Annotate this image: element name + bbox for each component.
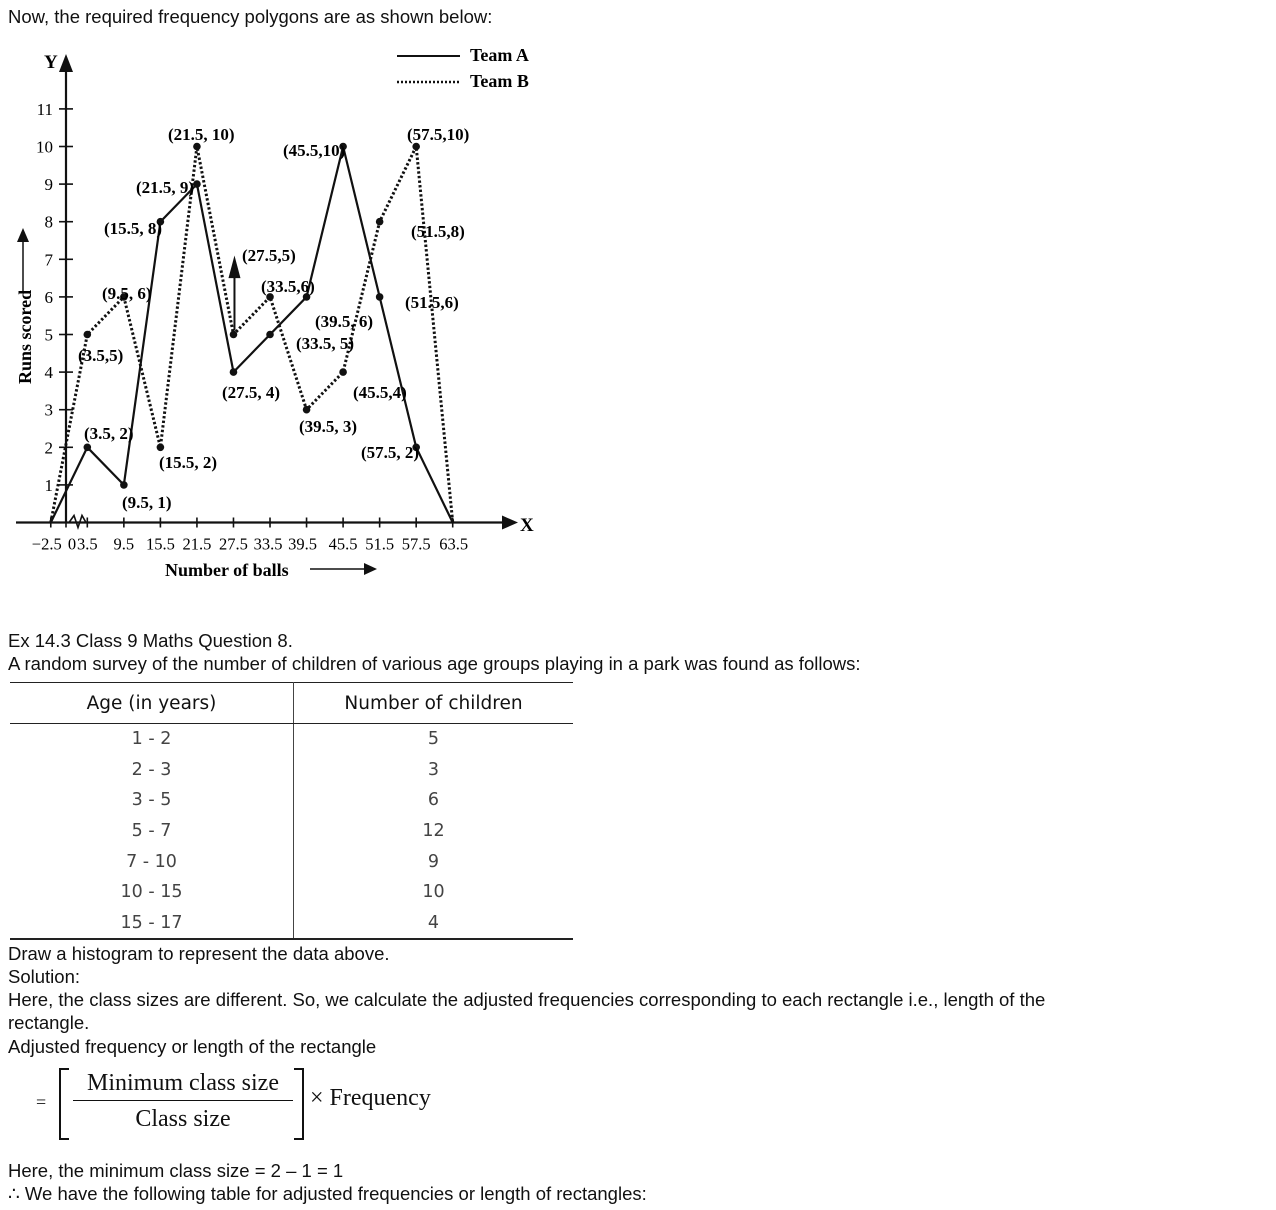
count-cell: 9 — [427, 851, 440, 872]
point-annotation: (57.5,10) — [407, 125, 470, 144]
point-annotation: (45.5,4) — [353, 383, 407, 402]
y-tick-label: 1 — [44, 475, 53, 495]
question-body: A random survey of the number of children of various age groups playing in a park was found as follows: — [8, 653, 861, 674]
x-tick-label: 0 — [67, 534, 77, 554]
x-tick-label: 39.5 — [288, 534, 317, 554]
point-annotation: (51.5,6) — [405, 293, 459, 312]
table-row — [10, 846, 573, 877]
point-annotation: (3.5, 2) — [84, 424, 134, 443]
legend-team-b-label: Team B — [470, 71, 529, 91]
point-annotation: (33.5,6) — [261, 277, 315, 296]
x-axis-title: Number of balls — [165, 560, 289, 580]
count-cell: 12 — [422, 821, 445, 842]
minimum-class-size-text: Here, the minimum class size = 2 – 1 = 1 — [8, 1160, 344, 1181]
table-row — [10, 785, 573, 816]
times-frequency: × Frequency — [310, 1085, 431, 1111]
chart-legend — [397, 45, 529, 91]
age-cell: 1 - 2 — [10, 724, 294, 755]
solution-paragraph-continued: rectangle. — [8, 1012, 90, 1033]
x-tick-label: 33.5 — [253, 534, 283, 554]
draw-instruction: Draw a histogram to represent the data above. — [8, 943, 390, 964]
team-a-point — [376, 293, 384, 301]
team-b-point — [339, 368, 347, 376]
point-annotation: (27.5,5) — [242, 246, 296, 265]
point-annotation: (33.5, 5) — [296, 334, 355, 353]
adjusted-frequency-label: Adjusted frequency or length of the rectangle — [8, 1036, 377, 1057]
header-age: Age (in years) — [10, 683, 294, 724]
point-annotation: (9.5, 1) — [122, 493, 172, 512]
team-a-point — [120, 481, 128, 489]
intro-text: Now, the required frequency polygons are as shown below: — [8, 6, 493, 27]
adjusted-frequency-formula — [36, 1066, 456, 1140]
x-tick-label: 63.5 — [439, 534, 469, 554]
count-cell: 6 — [427, 790, 440, 811]
point-annotation: (39.5, 6) — [315, 312, 374, 331]
therefore-text: ∴ We have the following table for adjusted frequencies or length of rectangles: — [8, 1183, 647, 1204]
x-axis-arrow — [502, 516, 518, 530]
y-axis-title: Runs scored — [15, 289, 35, 384]
fraction-denominator: Class size — [135, 1106, 231, 1132]
count-cell: 3 — [427, 759, 440, 780]
y-title-arrow-head — [17, 228, 29, 242]
point-annotation: (57.5, 2) — [361, 443, 420, 462]
age-cell: 7 - 10 — [10, 846, 294, 877]
team-a-point — [266, 331, 274, 339]
y-tick-label: 7 — [44, 250, 53, 270]
point-annotation: (45.5,10) — [283, 141, 346, 160]
age-table — [10, 682, 573, 940]
table-row — [10, 816, 573, 847]
x-tick-label: 45.5 — [328, 534, 358, 554]
team-a-polygon — [51, 147, 453, 523]
x-tick-label: 21.5 — [182, 534, 212, 554]
team-b-point — [303, 406, 311, 414]
x-tick-label: 27.5 — [219, 534, 248, 554]
table-row — [10, 908, 573, 940]
fraction — [71, 1069, 295, 1133]
team-b-polygon — [51, 147, 453, 523]
point-annotation: (3.5,5) — [78, 346, 124, 365]
point-annotation: (21.5, 9) — [136, 178, 195, 197]
team-a-point — [84, 444, 92, 452]
age-cell: 5 - 7 — [10, 816, 294, 847]
y-tick-label: 2 — [44, 438, 53, 458]
y-tick-label: 10 — [36, 137, 53, 157]
x-tick-label: 15.5 — [145, 534, 175, 554]
chart-annotations — [78, 125, 469, 512]
right-bracket — [294, 1068, 304, 1140]
count-cell: 4 — [294, 908, 574, 940]
legend-team-a-label: Team A — [470, 45, 529, 65]
y-tick-label: 4 — [44, 363, 53, 383]
y-tick-label: 5 — [44, 325, 53, 345]
x-tick-label: 9.5 — [113, 534, 135, 554]
y-axis-letter: Y — [44, 52, 58, 73]
table-header-row — [10, 683, 573, 724]
count-cell: 5 — [427, 729, 440, 750]
age-cell: 3 - 5 — [10, 785, 294, 816]
point-annotation: (15.5, 2) — [159, 453, 218, 472]
x-tick-label: 51.5 — [365, 534, 395, 554]
fraction-numerator: Minimum class size — [87, 1070, 279, 1096]
x-tick-label: −2.5 — [31, 534, 62, 554]
frequency-polygon-chart — [8, 38, 548, 588]
age-cell: 15 - 17 — [10, 908, 294, 940]
x-tick-label: 3.5 — [77, 534, 98, 554]
age-cell: 10 - 15 — [10, 877, 294, 908]
point-annotation: (39.5, 3) — [299, 417, 358, 436]
team-b-point — [376, 218, 384, 226]
y-tick-label: 6 — [44, 287, 53, 307]
table-row — [10, 724, 573, 755]
y-tick-label: 11 — [36, 99, 53, 119]
team-b-point — [230, 331, 238, 339]
annotation-arrow-head — [228, 256, 240, 279]
point-annotation: (21.5, 10) — [168, 125, 235, 144]
table-row — [10, 877, 573, 908]
team-a-point — [230, 368, 238, 376]
header-children: Number of children — [294, 683, 574, 724]
question-title: Ex 14.3 Class 9 Maths Question 8. — [8, 630, 293, 651]
point-annotation: (9.5, 6) — [102, 284, 152, 303]
chart-polygons — [51, 147, 453, 523]
team-b-point — [84, 331, 92, 339]
team-b-point — [157, 444, 165, 452]
point-annotation: (27.5, 4) — [222, 383, 281, 402]
point-annotation: (51.5,8) — [411, 222, 465, 241]
x-axis-letter: X — [520, 515, 534, 536]
age-cell: 2 - 3 — [10, 755, 294, 786]
y-tick-label: 8 — [44, 212, 53, 232]
x-title-arrow-head — [364, 563, 377, 575]
count-cell: 10 — [422, 882, 445, 903]
solution-label: Solution: — [8, 966, 80, 987]
team-a-point — [193, 180, 201, 188]
y-tick-label: 3 — [44, 400, 53, 420]
left-bracket — [59, 1068, 69, 1140]
table-row — [10, 755, 573, 786]
solution-paragraph: Here, the class sizes are different. So, we calculate the adjusted frequencies corresponding to each rectangle i.e., length of the — [8, 989, 1046, 1010]
y-axis-arrow — [59, 54, 73, 72]
y-tick-label: 9 — [44, 175, 53, 195]
equals-sign: = — [36, 1092, 47, 1112]
fraction-bar — [73, 1100, 293, 1101]
x-tick-label: 57.5 — [401, 534, 431, 554]
point-annotation: (15.5, 8) — [104, 219, 163, 238]
